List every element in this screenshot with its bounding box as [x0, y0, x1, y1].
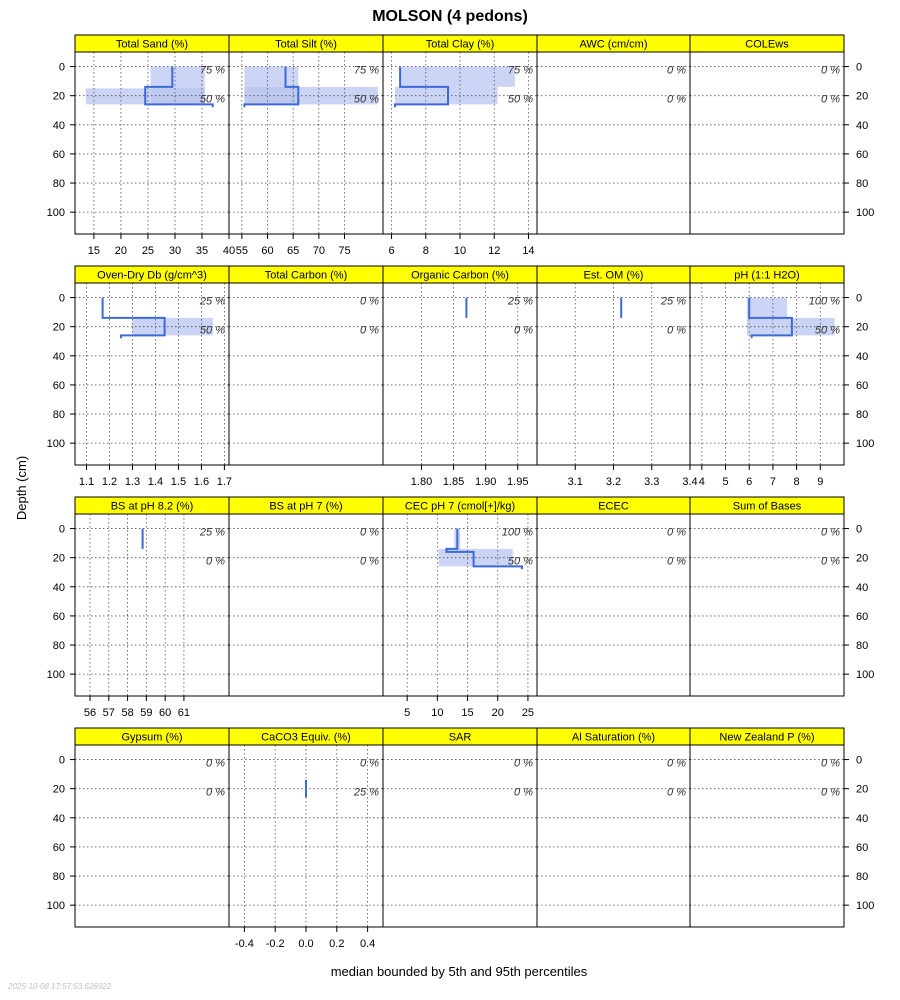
panel	[690, 728, 874, 927]
x-tick-label: 6	[746, 476, 753, 488]
percent-label: 25 %	[507, 295, 533, 308]
panel-strip-label: Total Clay (%)	[425, 38, 495, 51]
x-tick-label: 1.2	[101, 476, 118, 488]
y-tick-label: 100	[46, 207, 65, 220]
panel	[47, 728, 229, 927]
x-tick-label: 1.4	[147, 476, 164, 488]
y-tick-label: 20	[856, 90, 869, 103]
panel-frame	[537, 514, 690, 696]
y-tick-label: 100	[46, 438, 65, 451]
panel-frame	[383, 283, 537, 465]
x-tick-label: 57	[102, 707, 115, 719]
x-tick-label: 75	[338, 245, 351, 257]
panel-strip-label: ECEC	[598, 500, 629, 513]
x-tick-label: 10	[453, 245, 467, 257]
percent-label: 0 %	[667, 93, 686, 106]
y-tick-label: 60	[52, 379, 65, 392]
panel-strip-label: BS at pH 8.2 (%)	[110, 500, 194, 513]
y-tick-label: 100	[46, 900, 65, 913]
percent-label: 75 %	[353, 64, 379, 77]
y-tick-label: 100	[856, 900, 875, 913]
percentile-band	[747, 298, 787, 318]
y-tick-label: 0	[856, 61, 863, 74]
panel	[690, 35, 874, 234]
panel-frame	[537, 283, 690, 465]
y-tick-label: 80	[856, 178, 869, 191]
x-tick-label: 0.2	[329, 938, 345, 950]
y-tick-label: 0	[856, 523, 863, 536]
x-tick-label: 20	[114, 245, 128, 257]
panel-frame	[229, 283, 383, 465]
percent-label: 50 %	[814, 324, 840, 337]
y-axis-title: Depth (cm)	[14, 455, 29, 521]
panel	[383, 728, 537, 927]
x-tick-label: -0.4	[234, 938, 254, 950]
x-tick-label: 60	[159, 707, 172, 719]
x-tick-label: 1.80	[410, 476, 433, 488]
x-tick-label: 8	[793, 476, 800, 488]
y-tick-label: 20	[52, 321, 65, 334]
y-tick-label: 0	[58, 61, 65, 74]
y-tick-label: 60	[856, 610, 869, 623]
percent-label: 50 %	[199, 93, 225, 106]
panel	[537, 497, 690, 696]
percent-label: 0 %	[360, 555, 379, 568]
x-tick-label: 30	[168, 245, 182, 257]
panel-strip-label: Total Sand (%)	[115, 38, 189, 51]
percentile-band	[400, 67, 515, 87]
y-tick-label: 40	[856, 581, 869, 594]
y-tick-label: 60	[856, 841, 869, 854]
y-tick-label: 100	[856, 669, 875, 682]
percent-label: 0 %	[514, 786, 533, 799]
panel-frame	[690, 514, 844, 696]
panel-frame	[75, 283, 229, 465]
panel-frame	[75, 745, 229, 927]
x-tick-label: 35	[195, 245, 209, 257]
panel-frame	[537, 745, 690, 927]
x-tick-label: 65	[287, 245, 300, 257]
x-tick-label: 25	[141, 245, 155, 257]
x-tick-label: 3.2	[605, 476, 622, 488]
x-tick-label: 15	[87, 245, 101, 257]
percent-label: 0 %	[821, 786, 840, 799]
percent-label: 0 %	[206, 786, 225, 799]
x-tick-label: 10	[431, 707, 444, 719]
panel-strip-label: Est. OM (%)	[583, 269, 644, 282]
y-tick-label: 20	[856, 783, 869, 796]
panel-strip-label: Total Silt (%)	[275, 38, 337, 51]
x-tick-label: 0.0	[298, 938, 314, 950]
panel	[383, 497, 537, 719]
panel-strip-label: Organic Carbon (%)	[411, 269, 509, 282]
y-tick-label: 40	[52, 119, 65, 132]
panel	[47, 497, 229, 719]
panel-strip-label: CEC pH 7 (cmol[+]/kg)	[404, 500, 516, 513]
panel-strip-label: COLEws	[745, 38, 789, 51]
x-tick-label: 1.1	[78, 476, 95, 488]
panel	[537, 728, 690, 927]
y-tick-label: 100	[46, 669, 65, 682]
percent-label: 0 %	[514, 324, 533, 337]
y-tick-label: 40	[856, 119, 869, 132]
x-tick-label: 1.7	[216, 476, 233, 488]
y-tick-label: 0	[58, 292, 65, 305]
panel-strip-label: Al Saturation (%)	[571, 731, 656, 744]
percent-label: 50 %	[507, 555, 533, 568]
y-tick-label: 40	[856, 350, 869, 363]
panel	[537, 35, 690, 234]
percent-label: 0 %	[360, 526, 379, 539]
y-tick-label: 60	[856, 379, 869, 392]
percent-label: 0 %	[667, 64, 686, 77]
x-tick-label: 12	[488, 245, 501, 257]
x-tick-label: 3.4	[682, 476, 698, 488]
x-tick-label: 6	[388, 245, 395, 257]
x-tick-label: 20	[491, 707, 504, 719]
panel	[690, 497, 874, 696]
percent-label: 0 %	[821, 555, 840, 568]
y-tick-label: 80	[856, 640, 869, 653]
x-tick-label: 55	[235, 245, 248, 257]
panel-strip-label: Gypsum (%)	[121, 731, 183, 744]
y-tick-label: 40	[52, 812, 65, 825]
percent-label: 0 %	[360, 757, 379, 770]
percent-label: 25 %	[660, 295, 686, 308]
x-tick-label: 70	[312, 245, 325, 257]
percent-label: 50 %	[199, 324, 225, 337]
y-tick-label: 60	[52, 610, 65, 623]
percent-label: 0 %	[667, 786, 686, 799]
percent-label: 100 %	[501, 526, 533, 539]
x-tick-label: 0.4	[359, 938, 376, 950]
x-axis-title: median bounded by 5th and 95th percentiles	[330, 964, 588, 979]
y-tick-label: 40	[856, 812, 869, 825]
y-tick-label: 80	[52, 178, 65, 191]
panel-strip-label: Oven-Dry Db (g/cm^3)	[97, 269, 207, 282]
y-tick-label: 80	[52, 640, 65, 653]
x-tick-label: 1.6	[193, 476, 210, 488]
panel-grid	[47, 35, 875, 950]
y-tick-label: 40	[52, 581, 65, 594]
percent-label: 25 %	[199, 526, 225, 539]
chart-title: MOLSON (4 pedons)	[372, 8, 528, 25]
percent-label: 75 %	[507, 64, 533, 77]
x-tick-label: 1.95	[507, 476, 529, 488]
y-tick-label: 40	[52, 350, 65, 363]
percent-label: 25 %	[353, 786, 379, 799]
panel	[47, 266, 232, 488]
y-tick-label: 80	[856, 871, 869, 884]
y-tick-label: 60	[856, 148, 869, 161]
y-tick-label: 20	[52, 783, 65, 796]
x-tick-label: 3.3	[644, 476, 660, 488]
panel-strip-label: Sum of Bases	[732, 500, 802, 513]
percent-label: 0 %	[514, 757, 533, 770]
percent-label: 0 %	[206, 555, 225, 568]
y-tick-label: 100	[856, 438, 875, 451]
x-tick-label: 25	[521, 707, 535, 719]
x-tick-label: 8	[422, 245, 429, 257]
x-tick-label: 15	[461, 707, 474, 719]
percentile-band	[395, 87, 498, 105]
x-tick-label: 7	[769, 476, 776, 488]
percent-label: 0 %	[667, 757, 686, 770]
x-tick-label: 3.1	[567, 476, 583, 488]
panel	[229, 35, 383, 257]
panel	[47, 35, 235, 257]
panel	[537, 266, 698, 488]
x-tick-label: 1.90	[474, 476, 497, 488]
panel	[229, 728, 383, 950]
x-tick-label: 61	[177, 707, 191, 719]
panel	[229, 266, 383, 465]
y-tick-label: 20	[856, 321, 869, 334]
percent-label: 75 %	[199, 64, 225, 77]
y-tick-label: 60	[52, 148, 65, 161]
percent-label: 0 %	[821, 64, 840, 77]
percent-label: 0 %	[821, 757, 840, 770]
x-tick-label: 5	[722, 476, 729, 488]
panel-frame	[229, 745, 383, 927]
x-tick-label: 1.85	[442, 476, 465, 488]
x-tick-label: 58	[121, 707, 134, 719]
panel-strip-label: New Zealand P (%)	[719, 731, 815, 744]
panel-strip-label: SAR	[448, 731, 472, 744]
y-tick-label: 80	[52, 871, 65, 884]
panel-frame	[537, 52, 690, 234]
percent-label: 0 %	[821, 526, 840, 539]
y-tick-label: 60	[52, 841, 65, 854]
percent-label: 0 %	[667, 555, 686, 568]
panel-frame	[690, 52, 844, 234]
x-tick-label: 59	[140, 707, 153, 719]
x-tick-label: 5	[404, 707, 411, 719]
panel-strip-label: Total Carbon (%)	[264, 269, 348, 282]
percent-label: 50 %	[353, 93, 379, 106]
panel-frame	[229, 514, 383, 696]
y-tick-label: 80	[856, 409, 869, 422]
x-tick-label: 4	[698, 476, 705, 488]
percent-label: 25 %	[199, 295, 225, 308]
panel	[383, 266, 537, 488]
y-tick-label: 0	[58, 754, 65, 767]
x-tick-label: -0.2	[265, 938, 285, 950]
y-tick-label: 0	[856, 292, 863, 305]
panel-frame	[75, 514, 229, 696]
percent-label: 50 %	[507, 93, 533, 106]
panel	[383, 35, 537, 257]
percent-label: 0 %	[667, 324, 686, 337]
percent-label: 100 %	[808, 295, 840, 308]
y-tick-label: 0	[58, 523, 65, 536]
percent-label: 0 %	[206, 757, 225, 770]
panel	[229, 497, 383, 696]
panel-strip-label: AWC (cm/cm)	[579, 38, 648, 51]
percent-label: 0 %	[360, 295, 379, 308]
x-tick-label: 40	[222, 245, 236, 257]
panel	[690, 266, 874, 488]
panel-frame	[383, 745, 537, 927]
y-tick-label: 80	[52, 409, 65, 422]
x-tick-label: 9	[817, 476, 824, 488]
x-tick-label: 1.3	[124, 476, 141, 488]
panel-strip-label: BS at pH 7 (%)	[269, 500, 343, 513]
x-tick-label: 56	[83, 707, 97, 719]
timestamp: 2025-10-08 17:57:53.626922	[8, 982, 112, 991]
y-tick-label: 20	[52, 90, 65, 103]
x-tick-label: 1.5	[170, 476, 187, 488]
y-tick-label: 20	[52, 552, 65, 565]
y-tick-label: 100	[856, 207, 875, 220]
panel-strip-label: pH (1:1 H2O)	[734, 269, 800, 282]
panel-strip-label: CaCO3 Equiv. (%)	[261, 731, 351, 744]
y-tick-label: 0	[856, 754, 863, 767]
percent-label: 0 %	[821, 93, 840, 106]
percent-label: 0 %	[360, 324, 379, 337]
x-tick-label: 60	[261, 245, 274, 257]
panel-frame	[690, 745, 844, 927]
percent-label: 0 %	[667, 526, 686, 539]
x-tick-label: 14	[522, 245, 535, 257]
y-tick-label: 20	[856, 552, 869, 565]
